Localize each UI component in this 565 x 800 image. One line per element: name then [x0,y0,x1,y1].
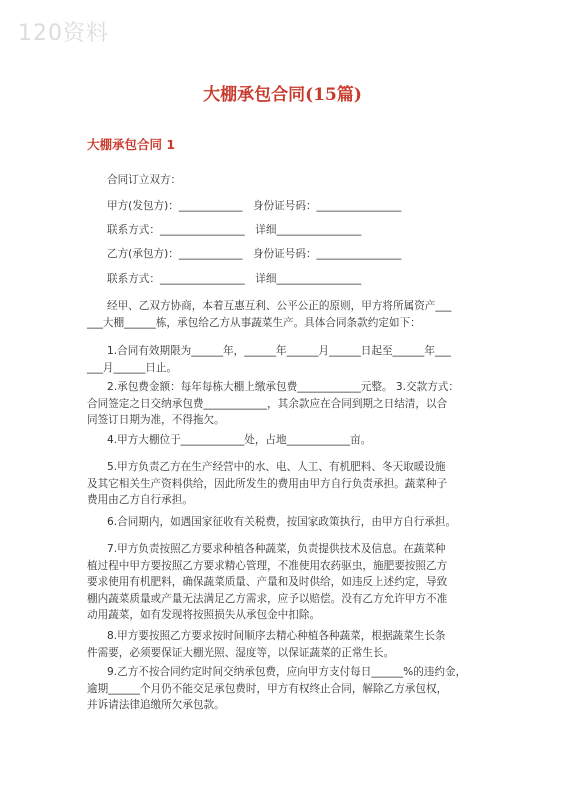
document-title: 大棚承包合同(15篇) [203,85,362,105]
section-heading: 大棚承包合同 1 [87,137,176,152]
clause-6-line-1: 7.甲方负责按照乙方要求种植各种蔬菜，负责提供技术及信息。在蔬菜种 [107,543,446,555]
clause-4-line-1: 5.甲方负责乙方在生产经营中的水、电、人工、有机肥料、冬天取暖设施 [107,461,446,473]
clause-6-line-2: 植过程中甲方要按照乙方要求精心管理，不准使用农药驱虫，施肥要按照乙方 [87,559,448,572]
form-line-4: 乙方(承包方)：____________ 身份证号码：________________ [107,248,402,260]
clause-6-line-4: 棚内蔬菜质量或产量无法满足乙方需求，应予以赔偿。没有乙方允许甲方不准 [87,592,448,605]
clause-3-line-1: 4.甲方大棚位于____________处，占地____________亩。 [107,434,372,446]
form-line-3: 联系方式：________________ 详细________________ [107,224,362,236]
clause-0-line-1: 经甲、乙双方协商，本着互惠互利、公平公正的原则，甲方将所属资产___ [107,300,452,312]
clause-2-line-2: 合同签定之日交纳承包费____________，其余款应在合同到期之日结清，以合 [87,397,448,410]
clause-6-line-3: 要求使用有机肥料，确保蔬菜质量、产量和及时供给，如违反上述约定，导致 [87,576,448,588]
clause-2-line-1: 2.承包费金额：每年每栋大棚上缴承包费____________元整。 3.交款方式： [107,381,459,393]
clause-4-line-3: 费用由乙方自行承担。 [87,494,193,506]
clause-8-line-3: 并诉请法律追缴所欠承包款。 [87,699,225,711]
clause-7-line-1: 8.甲方要按照乙方要求按时间顺序去精心种植各种蔬菜，根据蔬菜生长条 [107,630,446,642]
clause-7-line-2: 件需要，必须要保证大棚光照、湿度等，以保证蔬菜的正常生长。 [87,646,395,659]
watermark: 120资料 [18,21,109,46]
clause-1-line-1: 1.合同有效期限为______年，______年______月______日起至______年___ [107,345,451,357]
clause-4-line-2: 及其它相关生产资料供给，因此所发生的费用由甲方自行负责承担。蔬菜种子 [87,477,448,490]
form-line-2: 甲方(发包方)：____________ 身份证号码：________________ [107,200,402,212]
clause-2-line-3: 同签订日期为准，不得拖欠。 [87,414,225,426]
clause-1-line-2: ___月______日止。 [87,361,178,374]
form-line-5: 联系方式：________________ 详细________________ [107,273,362,285]
clause-8-line-1: 9.乙方不按合同约定时间交纳承包费，应向甲方支付每日______%的违约金， [107,666,467,678]
clause-6-line-5: 动用蔬菜，如有发现将按照损失从承包金中扣除。 [87,609,321,621]
form-line-1: 合同订立双方： [107,174,182,186]
clause-8-line-2: 逾期______个月仍不能交足承包费时，甲方有权终止合同，解除乙方承包权， [87,682,448,695]
clause-0-line-2: ___大棚______栋，承包给乙方从事蔬菜生产。具体合同条款约定如下： [87,316,421,329]
clause-5-line-1: 6.合同期内，如遇国家征收有关税费，按国家政策执行，由甲方自行承担。 [107,516,457,528]
